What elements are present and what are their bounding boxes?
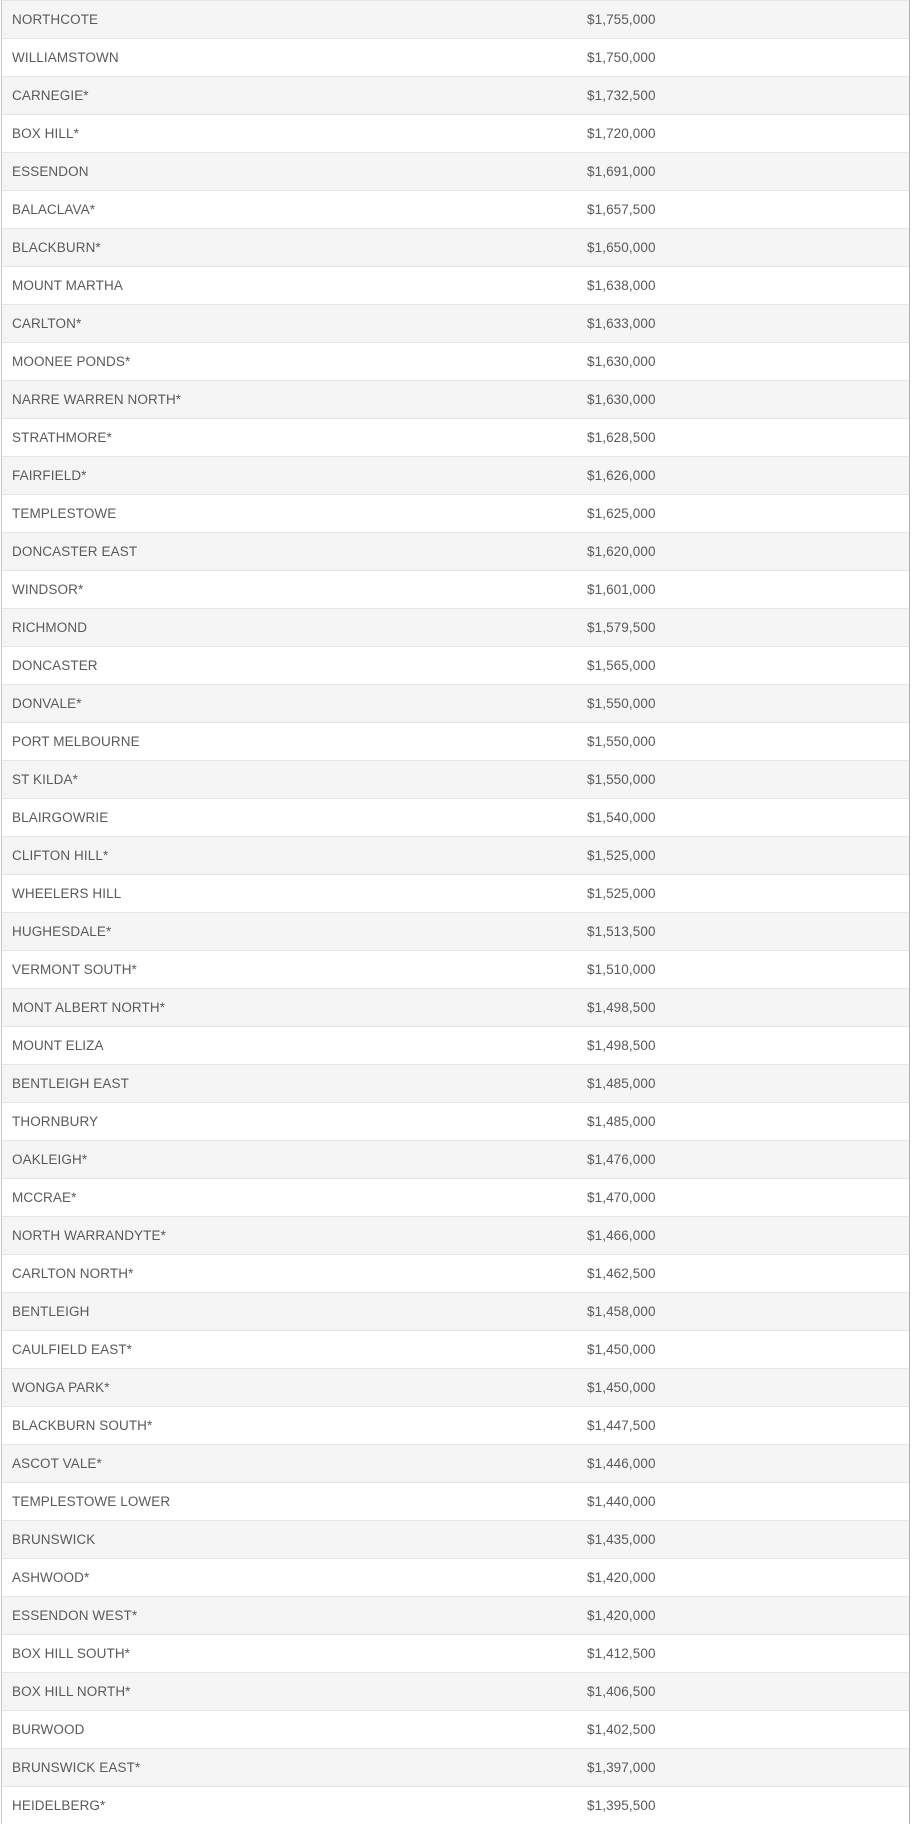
table-row bbox=[2, 380, 909, 418]
table-row bbox=[2, 1444, 909, 1482]
price-cell: $1,420,000 bbox=[587, 1608, 656, 1623]
suburb-cell: BENTLEIGH bbox=[12, 1304, 90, 1319]
table-row bbox=[2, 494, 909, 532]
price-cell: $1,447,500 bbox=[587, 1418, 656, 1433]
suburb-cell: WHEELERS HILL bbox=[12, 886, 122, 901]
suburb-cell: MOONEE PONDS* bbox=[12, 354, 131, 369]
table-row bbox=[2, 1330, 909, 1368]
suburb-cell: CARNEGIE* bbox=[12, 88, 89, 103]
price-cell: $1,630,000 bbox=[587, 392, 656, 407]
price-cell: $1,406,500 bbox=[587, 1684, 656, 1699]
suburb-cell: BLACKBURN* bbox=[12, 240, 101, 255]
price-cell: $1,412,500 bbox=[587, 1646, 656, 1661]
table-row bbox=[2, 38, 909, 76]
price-cell: $1,397,000 bbox=[587, 1760, 656, 1775]
price-cell: $1,625,000 bbox=[587, 506, 656, 521]
table-row bbox=[2, 190, 909, 228]
price-cell: $1,657,500 bbox=[587, 202, 656, 217]
price-cell: $1,550,000 bbox=[587, 772, 656, 787]
price-cell: $1,498,500 bbox=[587, 1000, 656, 1015]
table-row bbox=[2, 874, 909, 912]
price-cell: $1,650,000 bbox=[587, 240, 656, 255]
suburb-cell: BRUNSWICK EAST* bbox=[12, 1760, 141, 1775]
table-row bbox=[2, 76, 909, 114]
suburb-cell: BLAIRGOWRIE bbox=[12, 810, 109, 825]
suburb-cell: BENTLEIGH EAST bbox=[12, 1076, 129, 1091]
table-row bbox=[2, 304, 909, 342]
price-cell: $1,732,500 bbox=[587, 88, 656, 103]
table-row bbox=[2, 722, 909, 760]
table-row bbox=[2, 342, 909, 380]
suburb-cell: MOUNT MARTHA bbox=[12, 278, 123, 293]
table-row bbox=[2, 1558, 909, 1596]
price-cell: $1,466,000 bbox=[587, 1228, 656, 1243]
price-cell: $1,525,000 bbox=[587, 886, 656, 901]
price-cell: $1,462,500 bbox=[587, 1266, 656, 1281]
price-cell: $1,525,000 bbox=[587, 848, 656, 863]
price-cell: $1,450,000 bbox=[587, 1380, 656, 1395]
price-cell: $1,550,000 bbox=[587, 696, 656, 711]
suburb-cell: CAULFIELD EAST* bbox=[12, 1342, 133, 1357]
table-row bbox=[2, 912, 909, 950]
suburb-cell: WONGA PARK* bbox=[12, 1380, 110, 1395]
price-cell: $1,498,500 bbox=[587, 1038, 656, 1053]
table-row bbox=[2, 1140, 909, 1178]
price-cell: $1,540,000 bbox=[587, 810, 656, 825]
suburb-cell: OAKLEIGH* bbox=[12, 1152, 88, 1167]
price-cell: $1,750,000 bbox=[587, 50, 656, 65]
price-cell: $1,755,000 bbox=[587, 12, 656, 27]
price-cell: $1,638,000 bbox=[587, 278, 656, 293]
suburb-cell: FAIRFIELD* bbox=[12, 468, 87, 483]
price-cell: $1,420,000 bbox=[587, 1570, 656, 1585]
price-cell: $1,720,000 bbox=[587, 126, 656, 141]
suburb-cell: ASCOT VALE* bbox=[12, 1456, 102, 1471]
suburb-cell: BALACLAVA* bbox=[12, 202, 96, 217]
table-row bbox=[2, 1710, 909, 1748]
price-cell: $1,510,000 bbox=[587, 962, 656, 977]
price-cell: $1,633,000 bbox=[587, 316, 656, 331]
table-row bbox=[2, 228, 909, 266]
table-row bbox=[2, 1102, 909, 1140]
suburb-cell: BOX HILL NORTH* bbox=[12, 1684, 131, 1699]
suburb-cell: TEMPLESTOWE LOWER bbox=[12, 1494, 171, 1509]
price-cell: $1,395,500 bbox=[587, 1798, 656, 1813]
price-cell: $1,470,000 bbox=[587, 1190, 656, 1205]
suburb-cell: TEMPLESTOWE bbox=[12, 506, 117, 521]
suburb-cell: BLACKBURN SOUTH* bbox=[12, 1418, 153, 1433]
table-row bbox=[2, 988, 909, 1026]
suburb-cell: STRATHMORE* bbox=[12, 430, 112, 445]
table-row bbox=[2, 646, 909, 684]
suburb-cell: HUGHESDALE* bbox=[12, 924, 112, 939]
suburb-cell: NARRE WARREN NORTH* bbox=[12, 392, 182, 407]
suburb-cell: NORTHCOTE bbox=[12, 12, 99, 27]
table-row bbox=[2, 1634, 909, 1672]
price-cell: $1,440,000 bbox=[587, 1494, 656, 1509]
price-cell: $1,485,000 bbox=[587, 1114, 656, 1129]
price-cell: $1,402,500 bbox=[587, 1722, 656, 1737]
suburb-cell: THORNBURY bbox=[12, 1114, 99, 1129]
table-row bbox=[2, 1748, 909, 1786]
price-cell: $1,628,500 bbox=[587, 430, 656, 445]
suburb-cell: ASHWOOD* bbox=[12, 1570, 90, 1585]
table-row bbox=[2, 1292, 909, 1330]
table-row bbox=[2, 1254, 909, 1292]
table-row bbox=[2, 1786, 909, 1824]
table-row bbox=[2, 608, 909, 646]
suburb-cell: CARLTON* bbox=[12, 316, 82, 331]
table-row bbox=[2, 1520, 909, 1558]
suburb-cell: CARLTON NORTH* bbox=[12, 1266, 134, 1281]
suburb-cell: WINDSOR* bbox=[12, 582, 84, 597]
suburb-cell: VERMONT SOUTH* bbox=[12, 962, 137, 977]
suburb-cell: ST KILDA* bbox=[12, 772, 78, 787]
price-cell: $1,513,500 bbox=[587, 924, 656, 939]
suburb-cell: RICHMOND bbox=[12, 620, 88, 635]
price-cell: $1,579,500 bbox=[587, 620, 656, 635]
table-row bbox=[2, 684, 909, 722]
table-row bbox=[2, 114, 909, 152]
suburb-cell: DONCASTER bbox=[12, 658, 98, 673]
table-row bbox=[2, 760, 909, 798]
suburb-cell: CLIFTON HILL* bbox=[12, 848, 109, 863]
table-row bbox=[2, 1216, 909, 1254]
price-cell: $1,620,000 bbox=[587, 544, 656, 559]
suburb-cell: NORTH WARRANDYTE* bbox=[12, 1228, 166, 1243]
table-row bbox=[2, 1406, 909, 1444]
table-row bbox=[2, 1672, 909, 1710]
table-row bbox=[2, 798, 909, 836]
price-cell: $1,626,000 bbox=[587, 468, 656, 483]
suburb-cell: MOUNT ELIZA bbox=[12, 1038, 104, 1053]
price-cell: $1,458,000 bbox=[587, 1304, 656, 1319]
price-cell: $1,446,000 bbox=[587, 1456, 656, 1471]
price-cell: $1,630,000 bbox=[587, 354, 656, 369]
suburb-cell: MCCRAE* bbox=[12, 1190, 77, 1205]
price-cell: $1,476,000 bbox=[587, 1152, 656, 1167]
price-cell: $1,601,000 bbox=[587, 582, 656, 597]
table-row bbox=[2, 1596, 909, 1634]
table-row bbox=[2, 266, 909, 304]
suburb-cell: BRUNSWICK bbox=[12, 1532, 96, 1547]
table-row bbox=[2, 1368, 909, 1406]
table-row bbox=[2, 1178, 909, 1216]
table-row bbox=[2, 418, 909, 456]
suburb-cell: DONCASTER EAST bbox=[12, 544, 138, 559]
table-row bbox=[2, 152, 909, 190]
suburb-cell: BOX HILL* bbox=[12, 126, 79, 141]
suburb-price-table bbox=[1, 0, 910, 1824]
suburb-cell: ESSENDON bbox=[12, 164, 89, 179]
price-cell: $1,691,000 bbox=[587, 164, 656, 179]
table-row bbox=[2, 0, 909, 38]
table-row bbox=[2, 1026, 909, 1064]
price-cell: $1,450,000 bbox=[587, 1342, 656, 1357]
price-cell: $1,565,000 bbox=[587, 658, 656, 673]
suburb-cell: BURWOOD bbox=[12, 1722, 85, 1737]
table-row bbox=[2, 1482, 909, 1520]
price-cell: $1,435,000 bbox=[587, 1532, 656, 1547]
table-row bbox=[2, 456, 909, 494]
table-row bbox=[2, 950, 909, 988]
suburb-cell: WILLIAMSTOWN bbox=[12, 50, 119, 65]
suburb-cell: MONT ALBERT NORTH* bbox=[12, 1000, 166, 1015]
table-row bbox=[2, 532, 909, 570]
table-row bbox=[2, 570, 909, 608]
price-cell: $1,485,000 bbox=[587, 1076, 656, 1091]
suburb-cell: HEIDELBERG* bbox=[12, 1798, 106, 1813]
suburb-cell: BOX HILL SOUTH* bbox=[12, 1646, 131, 1661]
table-body bbox=[2, 0, 909, 1824]
suburb-cell: PORT MELBOURNE bbox=[12, 734, 140, 749]
suburb-cell: ESSENDON WEST* bbox=[12, 1608, 138, 1623]
price-cell: $1,550,000 bbox=[587, 734, 656, 749]
table-row bbox=[2, 836, 909, 874]
table-row bbox=[2, 1064, 909, 1102]
suburb-cell: DONVALE* bbox=[12, 696, 82, 711]
